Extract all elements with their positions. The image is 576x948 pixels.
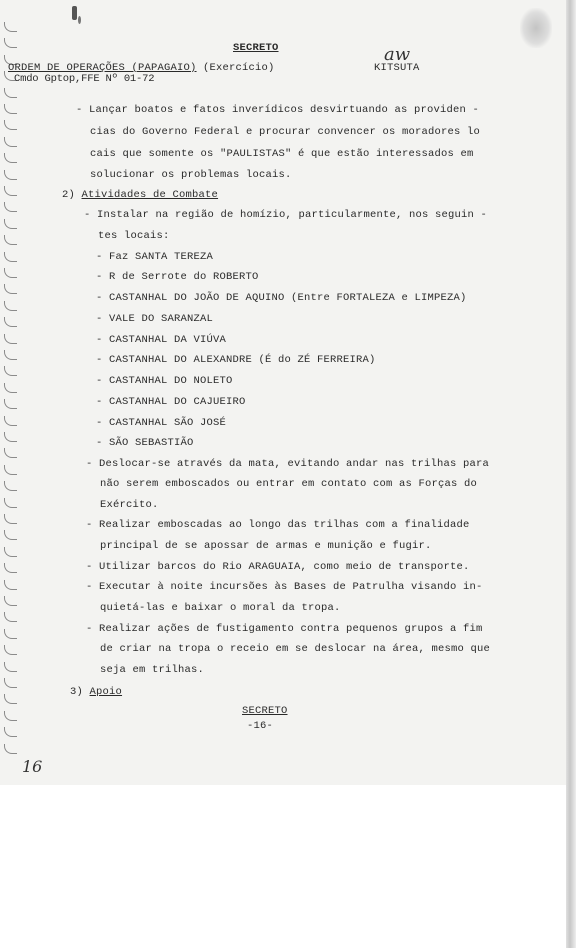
scan-mark (72, 6, 77, 20)
location-item: - CASTANHAL DO NOLETO (96, 375, 233, 387)
location-item: - CASTANHAL DO JOÃO DE AQUINO (Entre FORTALEZA e LIMPEZA) (96, 292, 467, 304)
classification-bottom: SECRETO (242, 705, 288, 717)
binding-hole (4, 186, 17, 196)
binding-hole (4, 563, 17, 573)
classification-top: SECRETO (233, 42, 279, 54)
binding-hole (4, 596, 17, 606)
action-line: - Utilizar barcos do Rio ARAGUAIA, como meio de transporte. (86, 561, 470, 573)
location-item: - R de Serrote do ROBERTO (96, 271, 259, 283)
binding-hole (4, 645, 17, 655)
binding-hole (4, 366, 17, 376)
section-3-number: 3) (70, 686, 84, 698)
binding-hole (4, 530, 17, 540)
action-line: não serem emboscados ou entrar em contato com as Forças do (100, 478, 478, 490)
location-item: - VALE DO SARANZAL (96, 313, 214, 325)
binding-hole (4, 662, 17, 672)
order-scope: (Exercício) (203, 62, 275, 74)
intro-line: - Lançar boatos e fatos inverídicos desvirtuando as providen - (76, 104, 480, 116)
binding-hole (4, 399, 17, 409)
binding-hole (4, 350, 17, 360)
binding-hole (4, 711, 17, 721)
location-item: - CASTANHAL DO ALEXANDRE (É do ZÉ FERREIRA) (96, 354, 376, 366)
binding-hole (4, 744, 17, 754)
binding-hole (4, 432, 17, 442)
action-line: de criar na tropa o receio em se deslocar na área, mesmo que (100, 643, 491, 655)
binding-hole (4, 22, 17, 32)
location-item: - CASTANHAL SÃO JOSÉ (96, 417, 227, 429)
binding-hole (4, 170, 17, 180)
binding-hole (4, 694, 17, 704)
action-line: - Realizar emboscadas ao longo das trilhas com a finalidade (86, 519, 470, 531)
scan-mark (78, 16, 81, 24)
binding-hole (4, 481, 17, 491)
binding-hole (4, 547, 17, 557)
install-line: tes locais: (98, 230, 170, 242)
binding-hole (4, 268, 17, 278)
binding-hole (4, 252, 17, 262)
section-3-title: Apoio (89, 686, 123, 698)
binding-hole (4, 580, 17, 590)
action-line: Exército. (100, 499, 159, 511)
section-3-heading (70, 686, 122, 698)
binding-hole (4, 120, 17, 130)
handwritten-page-number: 16 (22, 757, 43, 776)
intro-line: cias do Governo Federal e procurar convencer os moradores lo (90, 126, 481, 138)
binding-hole (4, 88, 17, 98)
binding-hole (4, 678, 17, 688)
section-2-number: 2) (62, 189, 76, 201)
binding-hole (4, 284, 17, 294)
binding-holes (2, 22, 20, 767)
section-2-title: Atividades de Combate (81, 189, 219, 201)
binding-hole (4, 498, 17, 508)
intro-line: cais que somente os "PAULISTAS" é que estão interessados em (90, 148, 474, 160)
handwritten-initials: aw (384, 44, 411, 65)
action-line: quietá-las e baixar o moral da tropa. (100, 602, 341, 614)
order-reference: Cmdo Gptop,FFE Nº 01-72 (14, 73, 155, 85)
binding-hole (4, 301, 17, 311)
binding-hole (4, 334, 17, 344)
order-title: ORDEM DE OPERAÇÕES (PAPAGAIO) (8, 62, 197, 74)
stamp-name: KITSUTA (374, 62, 420, 74)
action-line: seja em trilhas. (100, 664, 205, 676)
binding-hole (4, 235, 17, 245)
binding-hole (4, 383, 17, 393)
action-line: principal de se apossar de armas e munição e fugir. (100, 540, 432, 552)
scan-smudge (520, 8, 552, 48)
location-item: - SÃO SEBASTIÃO (96, 437, 194, 449)
binding-hole (4, 465, 17, 475)
binding-hole (4, 416, 17, 426)
page-edge-shadow (566, 0, 576, 948)
intro-line: solucionar os problemas locais. (90, 169, 292, 181)
install-line: - Instalar na região de homízio, particularmente, nos seguin - (84, 209, 488, 221)
location-item: - CASTANHAL DA VIÚVA (96, 334, 227, 346)
page-number: -16- (247, 720, 274, 732)
binding-hole (4, 514, 17, 524)
binding-hole (4, 317, 17, 327)
binding-hole (4, 448, 17, 458)
binding-hole (4, 137, 17, 147)
binding-hole (4, 727, 17, 737)
binding-hole (4, 219, 17, 229)
binding-hole (4, 202, 17, 212)
binding-hole (4, 153, 17, 163)
binding-hole (4, 629, 17, 639)
action-line: - Deslocar-se através da mata, evitando andar nas trilhas para (86, 458, 490, 470)
action-line: - Realizar ações de fustigamento contra pequenos grupos a fim (86, 623, 483, 635)
location-item: - CASTANHAL DO CAJUEIRO (96, 396, 246, 408)
binding-hole (4, 38, 17, 48)
binding-hole (4, 612, 17, 622)
binding-hole (4, 104, 17, 114)
location-item: - Faz SANTA TEREZA (96, 251, 214, 263)
action-line: - Executar à noite incursões às Bases de Patrulha visando in- (86, 581, 483, 593)
section-2-heading (62, 189, 218, 201)
